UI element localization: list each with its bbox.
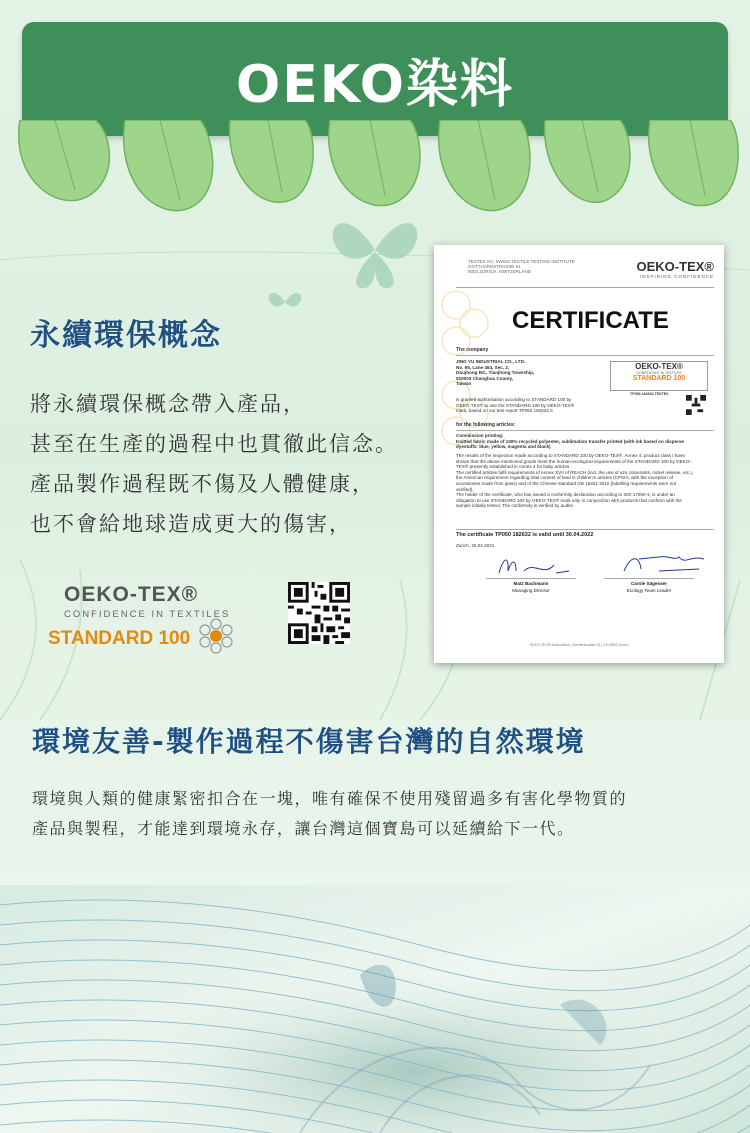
company-address: JING YU INDUSTRIAL CO., LTD. No. 65, Lane 464, Sec. 2, Doujhong Rd., Tianjhong Township, 520003 Changhua County, Taiwan (456, 359, 535, 387)
leaf-icon (19, 120, 110, 201)
oeko-tex-logo: OEKO-TEX® CONFIDENCE IN TEXTILES STANDARD 100 (48, 583, 258, 647)
oeko-tex-certificate (434, 245, 724, 663)
articles-label: for the following articles: (456, 422, 516, 428)
divider (456, 287, 714, 288)
validity-text: The certificate TP050 182632 is valid until 30.04.2022 (456, 532, 594, 538)
sustainability-section (30, 310, 430, 544)
signer-2-role: Ecology Team Leader (626, 588, 672, 593)
leaf-icon (545, 120, 630, 202)
signature-2-icon (619, 551, 709, 581)
signer-2-name: Carole Sägesser (630, 581, 667, 586)
section-heading: 永續環保概念 (30, 318, 222, 353)
divider (456, 355, 714, 356)
leaf-icon (439, 120, 530, 211)
certificate-qr-code (686, 395, 706, 415)
place-date: Zurich, 20.04.2021 (456, 543, 495, 548)
title-banner (22, 22, 728, 136)
environment-section (32, 720, 627, 844)
signature-1-icon (494, 551, 574, 581)
leaf-icon (124, 120, 213, 211)
company-label: The company (456, 347, 489, 353)
certificate-footer: OEKO-TEX® Association | Genferstrasse 23 | CH-8002 Zurich (529, 643, 629, 647)
fabric-photo (0, 885, 750, 1133)
divider (456, 430, 714, 431)
articles-text: Commission printing: Knitted fabric made of 100% recycled polyester, sublimation transfer printed (with ink based on disperse dyestuffs: blue, yellow, magenta and black) (456, 433, 684, 450)
butterfly-icon (320, 200, 430, 300)
leaf-icon (230, 120, 314, 202)
inner-oeko-logo: OEKO-TEX® CONFIDENCE IN TEXTILES STANDARD 100 (610, 361, 708, 391)
paragraph-line: 產品製作過程既不傷及人體健康， (30, 472, 375, 496)
qr-code[interactable] (288, 582, 350, 644)
page-title: OEKO染料 (236, 54, 514, 115)
certificate-title: CERTIFICATE (512, 307, 669, 334)
divider (604, 578, 694, 579)
paragraph-line: 甚至在生產的過程中也貫徹此信念。 (30, 432, 398, 456)
signer-1-role: Managing Director (512, 588, 550, 593)
divider (456, 529, 714, 530)
granted-text: is granted authorisation according to STANDARD 100 by OEKO-TEX® to use the STANDARD 100 by OEKO-TEX® mark, based on our test report TP050 182632.3 (456, 397, 575, 414)
paragraph-line: 產品與製程，才能達到環境永存，讓台灣這個寶島可以延續給下一代。 (32, 819, 575, 838)
divider (486, 578, 576, 579)
certificate-body: The results of the inspection made according to STANDARD 100 by OEKO-TEX®, Annex 4, product class I have shown that the above mentioned goods meet the human-ecological requirements of the STANDARD 100 by OEKO- TEX® presently established in Annex 4 for baby articles. The certified articles fulfil requirements of Annex XVII of REACH (incl. the use of azo colourants, nickel release, etc.), the American requirement regarding total content of lead in children's articles (CPSIA; with the exception of accessories made from glass) and of the Chinese standard GB 18401:2010 (labelling requirements were not verified). The holder of the certificate, who has issued a conformity declaration according to ISO 17050-1, is under an obligation to use STANDARD 100 by OEKO-TEX® mark only in conjunction with products that conform with the sample initially tested. The conformity is verified by audits. (456, 453, 694, 509)
leaf-icon (329, 120, 420, 206)
paragraph-line: 將永續環保概念帶入產品， (30, 392, 306, 416)
paragraph-line: 環境與人類的健康緊密扣合在一塊，唯有確保不使用殘留過多有害化學物質的 (32, 789, 628, 808)
certificate-address: TESTEX AG, SWISS TEXTILE TESTING INSTITUTE GOTTHARDSTRASSE 61 8002 ZÜRICH, SWITZERLAND (468, 259, 575, 274)
section-heading: 環境友善-製作過程不傷害台灣的自然環境 (32, 725, 586, 758)
inner-reference: TP050 182632 TESTEX (630, 392, 669, 396)
signer-1-name: Matz Bachmann (513, 581, 549, 586)
flower-emblem-icon (196, 616, 236, 656)
certificate-brand: OEKO-TEX® INSPIRING CONFIDENCE (636, 259, 714, 279)
leaf-icon (649, 120, 738, 206)
paragraph-line: 也不會給地球造成更大的傷害， (30, 512, 352, 536)
